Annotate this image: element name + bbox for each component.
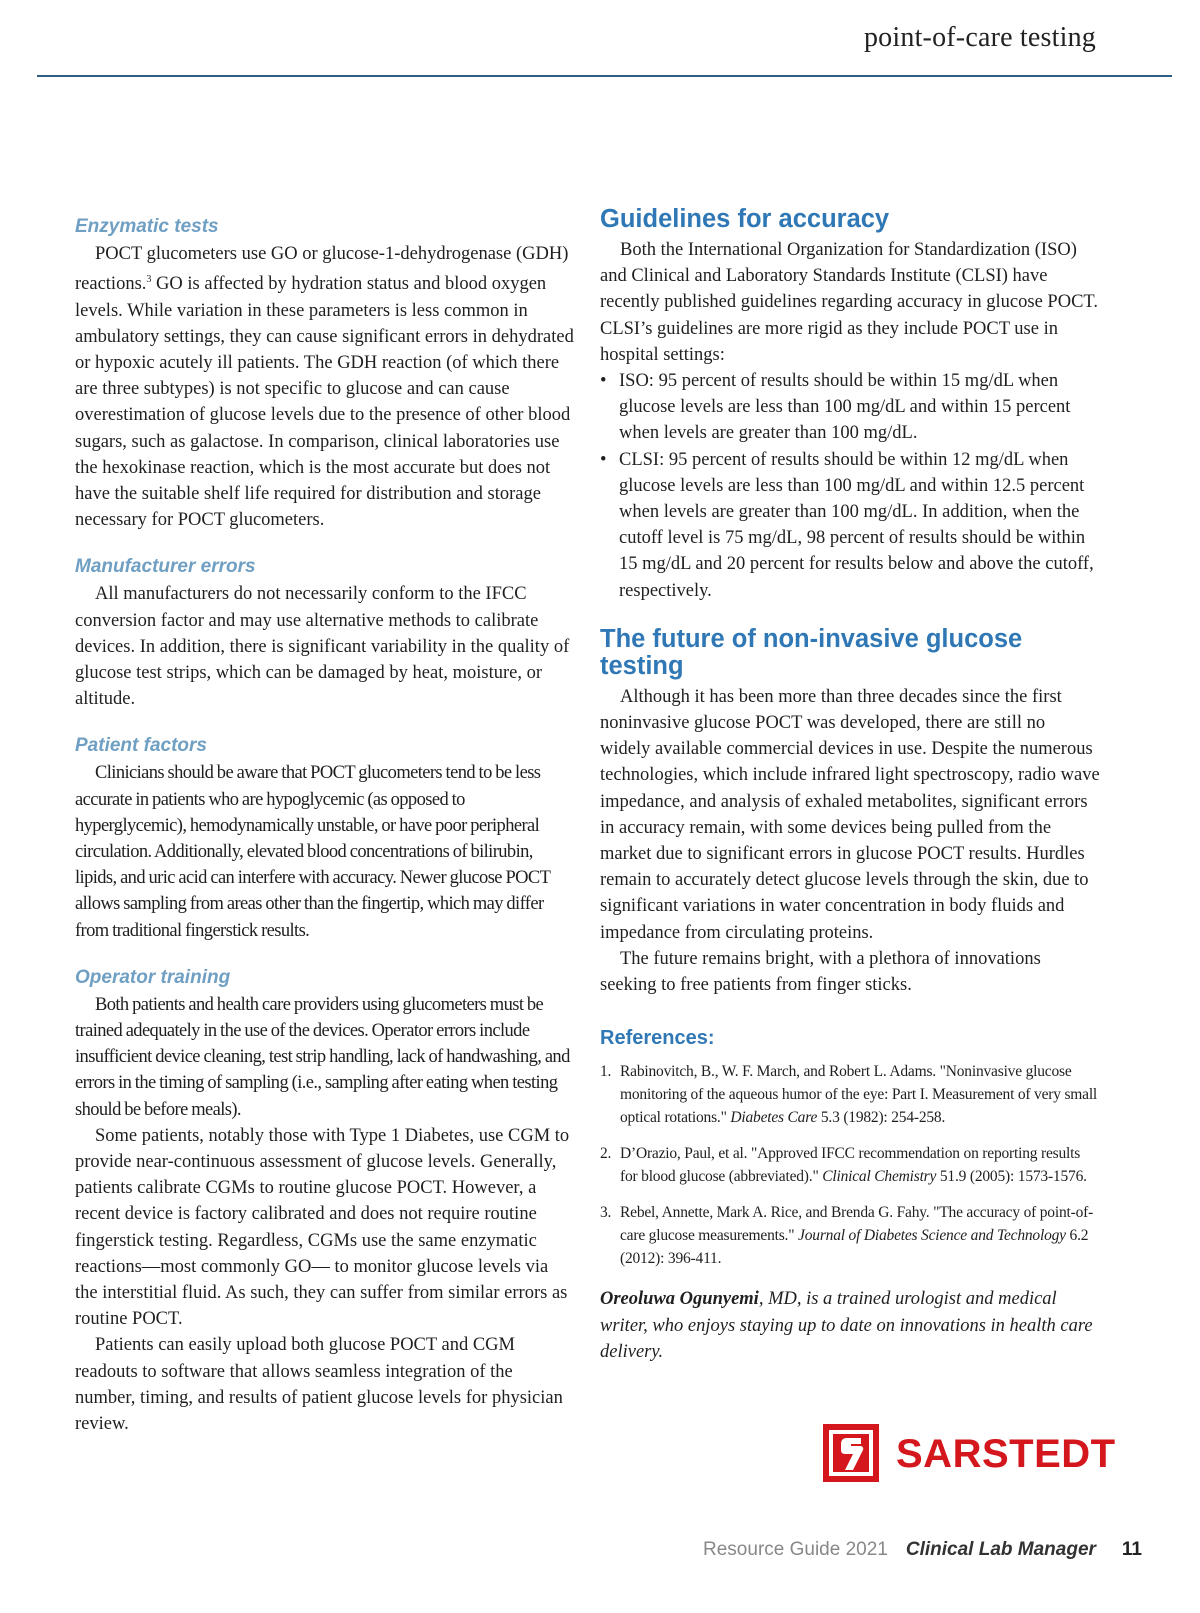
- paragraph: POCT glucometers use GO or glucose-1-dehydrogenase (GDH) reactions.$^3$ GO is affected by hydration status and blood oxygen levels. While variation in these parameters is less common in ambulatory settings, they can cause significant errors in dehydrated or hypoxic acutely ill patients. The GDH reaction (of which there are three subtypes) is not specific to glucose and can cause overestimation of glucose levels due to the presence of other blood sugars, such as galactose. In comparison, clinical laboratories use the hexokinase reaction, which is the most accurate but does not have the suitable shelf life required for distribution and storage necessary for POCT glucometers.: [75, 244, 574, 531]
- reference-list: [600, 1060, 1100, 1270]
- footnote-ref: 3: [146, 274, 152, 286]
- subhead-patient-factors: Patient factors: [75, 735, 207, 757]
- author-name: Oreoluwa Ogunyemi: [600, 1289, 759, 1310]
- subhead-enzymatic-tests: Enzymatic tests: [75, 216, 219, 237]
- guideline-list: [600, 368, 1100, 604]
- section-title-future: The future of non-invasive glucose testing: [600, 624, 1023, 680]
- paragraph: Although it has been more than three decades since the first noninvasive glucose POCT was developed, there are still no widely available commercial devices in use. Despite the numerous technologies, which include infrared light spectroscopy, radio wave impedance, and analysis of exhaled metabolites, significant errors in accuracy remain, with some devices being pulled from the market due to significant errors in glucose POCT results. Hurdles remain to accurately detect glucose levels through the skin, due to significant variations in water concentration in body fluids and impedance from circulating proteins.: [600, 686, 1100, 943]
- reference-item: 3. Rebel, Annette, Mark A. Rice, and Brenda G. Fahy. "The accuracy of point-of-care glucose measurements." Journal of Diabetes Science and Technology 6.2 (2012): 396-411.: [600, 1204, 1094, 1268]
- sarstedt-wordmark: SARSTEDT: [896, 1432, 1116, 1476]
- page-number: 11: [1121, 1539, 1142, 1560]
- sarstedt-mark-icon: [823, 1424, 879, 1482]
- section-enzymatic-tests: [75, 216, 575, 533]
- paragraph: Some patients, notably those with Type 1 Diabetes, use CGM to provide near-continuous assessment of glucose levels. Generally, patients calibrate CGMs to routine glucose POCT. However, a recent device is factory calibrated and does not require routine fingerstick testing. Regardless, CGMs use the same enzymatic reactions—most commonly GO— to monitor glucose levels via the interstitial fluid. As such, they can suffer from similar errors as routine POCT.: [75, 1125, 570, 1330]
- references-title: References:: [600, 1027, 715, 1050]
- section-title-guidelines: Guidelines for accuracy: [600, 205, 890, 233]
- paragraph: Patients can easily upload both glucose POCT and CGM readouts to software that allows seamless integration of the number, timing, and results of patient glucose levels for physician review.: [75, 1335, 563, 1435]
- section-future: [600, 626, 1100, 998]
- subhead-operator-training: Operator training: [75, 966, 231, 988]
- running-head: point-of-care testing: [863, 22, 1096, 53]
- paragraph: Both the International Organization for Standardization (ISO) and Clinical and Laboratory Standards Institute (CLSI) have recently published guidelines regarding accuracy in glucose POCT. CLSI’s guidelines are more rigid as they include POCT use in hospital settings:: [600, 240, 1098, 365]
- left-column: [75, 216, 575, 1437]
- subhead-manufacturer-errors: Manufacturer errors: [75, 556, 256, 578]
- footer-magazine: Clinical Lab Manager: [905, 1539, 1096, 1560]
- section-operator-training: [75, 967, 575, 1437]
- sarstedt-logo[interactable]: [823, 1424, 1116, 1482]
- section-manufacturer-errors: [75, 556, 575, 712]
- paragraph: The future remains bright, with a plethora of innovations seeking to free patients from finger sticks.: [600, 948, 1041, 996]
- paragraph: Both patients and health care providers using glucometers must be trained adequately in the use of the devices. Operator errors include insufficient device cleaning, test strip handling, lack of handwashing, and errors in the timing of sampling (i.e., sampling after eating when testing should be before meals).: [75, 994, 570, 1120]
- list-item: • ISO: 95 percent of results should be within 15 mg/dL when glucose levels are less than 100 mg/dL and within 15 percent when levels are greater than 100 mg/dL.: [600, 368, 1100, 447]
- author-bio: Oreoluwa Ogunyemi, MD, is a trained urologist and medical writer, who enjoys staying up to date on innovations in health care delivery.: [600, 1289, 1093, 1363]
- references: [600, 1026, 1100, 1270]
- right-column: [600, 206, 1100, 1366]
- section-patient-factors: [75, 735, 575, 943]
- section-guidelines: [600, 206, 1100, 604]
- reference-item: 1. Rabinovitch, B., W. F. March, and Robert L. Adams. "Noninvasive glucose monitoring of the aqueous humor of the eye: Part I. Measurement of very small optical rotations." Diabetes Care 5.3 (1982): 254-258.: [600, 1063, 1098, 1127]
- footer-guide: Resource Guide 2021: [703, 1539, 888, 1560]
- reference-item: 2. D’Orazio, Paul, et al. "Approved IFCC recommendation on reporting results for blood glucose (abbreviated)." Clinical Chemistry 51.9 (2005): 1573-1576.: [600, 1145, 1087, 1186]
- list-item: • CLSI: 95 percent of results should be within 12 mg/dL when glucose levels are less than 100 mg/dL and within 12.5 percent when levels are greater than 100 mg/dL. In addition, when the cutoff level is 75 mg/dL, 98 percent of results should be within 15 mg/dL and 20 percent for results below and above the cutoff, respectively.: [600, 447, 1100, 604]
- page-footer: [703, 1538, 1142, 1562]
- paragraph: All manufacturers do not necessarily conform to the IFCC conversion factor and may use alternative methods to calibrate devices. In addition, there is significant variability in the quality of glucose test strips, which can be damaged by heat, moisture, or altitude.: [75, 584, 570, 710]
- paragraph: Clinicians should be aware that POCT glucometers tend to be less accurate in patients who are hypoglycemic (as opposed to hyperglycemic), hemodynamically unstable, or have poor peripheral circulation. Additionally, elevated blood concentrations of bilirubin, lipids, and uric acid can interfere with accuracy. Newer glucose POCT allows sampling from areas other than the fingertip, which may differ from traditional fingerstick results.: [75, 763, 550, 941]
- header-rule: [37, 75, 1172, 77]
